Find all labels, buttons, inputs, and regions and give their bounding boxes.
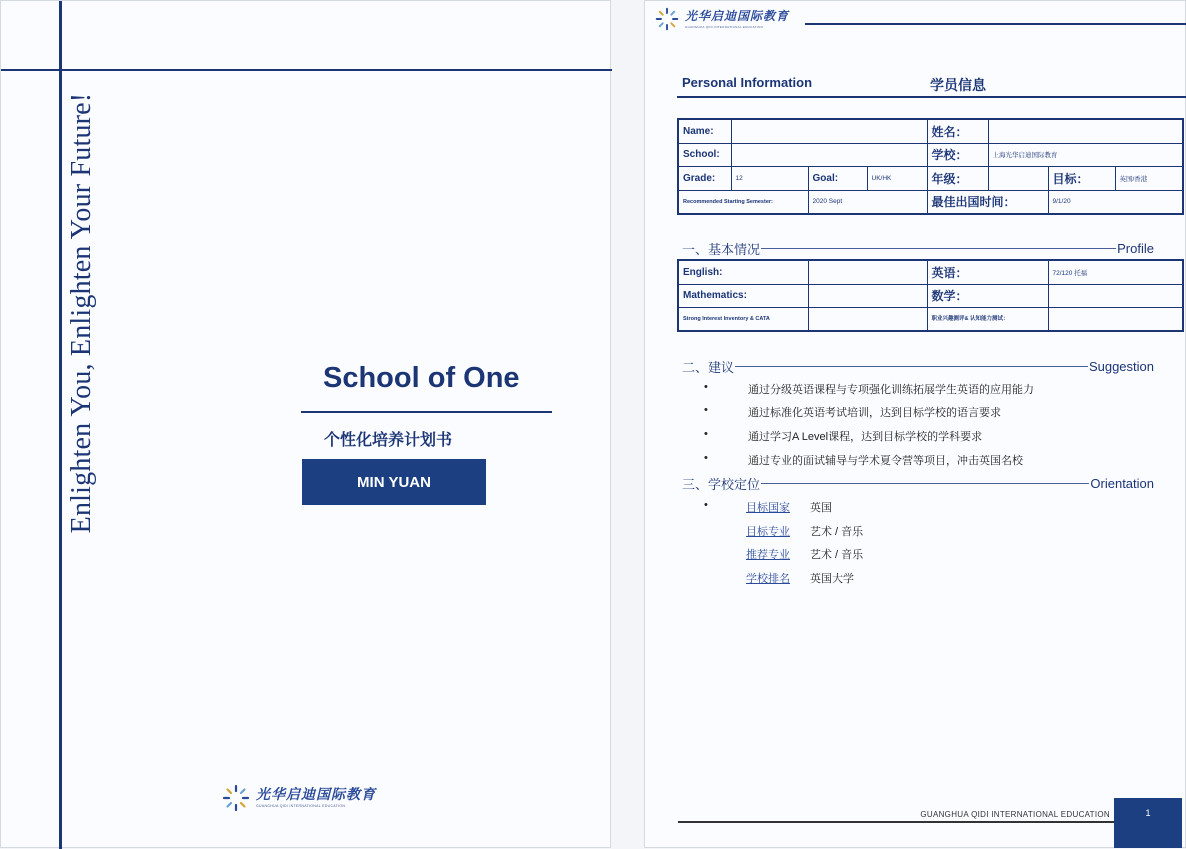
english-label: English: [678, 260, 808, 284]
student-name-box [302, 459, 486, 505]
name-value [731, 119, 927, 143]
section-divider [735, 366, 1088, 367]
start-semester-label-cn: 最佳出国时间： [927, 190, 1048, 214]
student-name: MIN YUAN [357, 473, 431, 491]
goal-label: Goal: [808, 166, 867, 190]
table-row [678, 119, 1183, 143]
logo-name-en: GUANGHUA QIDI INTERNATIONAL EDUCATION [685, 25, 764, 29]
bullet-icon: • [704, 404, 708, 416]
grade-label-cn: 年级： [927, 166, 988, 190]
personal-info-title-cn: 学员信息 [930, 77, 986, 93]
footer-org: GUANGHUA QIDI INTERNATIONAL EDUCATION [920, 810, 1110, 819]
suggestion-item [704, 452, 1023, 468]
orientation-item [704, 570, 854, 586]
footer-rule [678, 821, 1114, 823]
school-label: School: [678, 143, 731, 166]
name-label-cn: 姓名： [927, 119, 988, 143]
school-value-cn: 上海光华启迪国际教育 [988, 143, 1183, 166]
orientation-item [704, 499, 832, 515]
logo-name-cn: 光华启迪国际教育 [256, 787, 376, 803]
personal-info-title-en: Personal Information [682, 75, 813, 90]
english-value [808, 260, 927, 284]
logo-name-en: GUANGHUA QIDI INTERNATIONAL EDUCATION [256, 804, 346, 808]
suggestion-text: 通过分级英语课程与专项强化训练拓展学生英语的应用能力 [748, 384, 1034, 396]
sunburst-logo-icon [655, 7, 679, 31]
suggestion-section-header [682, 357, 1154, 376]
school-label-cn: 学校： [927, 143, 988, 166]
english-label-cn: 英语： [927, 260, 1048, 284]
suggestion-text: 通过专业的面试辅导与学术夏令营等项目，冲击英国名校 [748, 455, 1023, 467]
start-semester-label: Recommended Starting Semester: [678, 190, 808, 214]
personal-info-rule [677, 96, 1186, 98]
header-rule [805, 23, 1186, 25]
bullet-icon: • [704, 428, 708, 440]
math-label-cn: 数学： [927, 284, 1048, 307]
orientation-key: 学校排名 [746, 573, 790, 585]
suggestion-item [704, 404, 1001, 420]
orientation-section-header [682, 474, 1154, 493]
orientation-title-cn: 三、学校定位 [682, 477, 761, 492]
math-label: Mathematics: [678, 284, 808, 307]
cover-subtitle: 个性化培养计划书 [324, 432, 453, 449]
goal-label-cn: 目标： [1048, 166, 1115, 190]
bullet-icon: • [704, 452, 708, 464]
grade-label: Grade: [678, 166, 731, 190]
report-header-logo [655, 7, 789, 31]
profile-title-cn: 一、基本情况 [682, 242, 761, 257]
name-value-cn [988, 119, 1183, 143]
table-row [678, 190, 1183, 214]
orientation-key: 目标专业 [746, 526, 790, 538]
slogan-text: Enlighten You, Enlighten Your Future! [66, 92, 97, 534]
orientation-value: 英国 [810, 502, 832, 514]
orientation-value: 艺术 / 音乐 [810, 526, 864, 538]
orientation-key: 目标国家 [746, 502, 790, 514]
personal-info-table [677, 118, 1184, 215]
table-row [678, 166, 1183, 190]
school-value [731, 143, 927, 166]
interest-test-label-cn: 职业兴趣测评& 认知能力测试： [927, 307, 1048, 331]
english-value-cn: 72/120 托福 [1048, 260, 1183, 284]
interest-test-value [808, 307, 927, 331]
table-row [678, 260, 1183, 284]
orientation-title-en: Orientation [1090, 476, 1154, 491]
cover-vertical-rule [59, 1, 62, 849]
cover-logo [222, 784, 376, 812]
suggestion-item [704, 381, 1034, 397]
page-number: 1 [1145, 808, 1151, 818]
cover-slogan [63, 73, 101, 553]
start-semester-value-cn: 9/1/20 [1048, 190, 1183, 214]
table-row [678, 143, 1183, 166]
profile-table [677, 259, 1184, 332]
profile-section-header [682, 239, 1154, 258]
bullet-icon: • [704, 381, 708, 393]
suggestion-title-en: Suggestion [1088, 359, 1154, 374]
start-semester-value: 2020 Sept [808, 190, 927, 214]
page-number-box [1114, 798, 1182, 848]
bullet-icon: • [704, 499, 708, 511]
table-row [678, 307, 1183, 331]
grade-value-cn [988, 166, 1048, 190]
logo-name-cn: 光华启迪国际教育 [685, 9, 790, 23]
suggestion-item [704, 428, 982, 444]
suggestion-text: 通过标准化英语考试培训，达到目标学校的语言要求 [748, 407, 1001, 419]
interest-test-value-cn [1048, 307, 1183, 331]
interest-test-label: Strong Interest Inventory & CATA [678, 307, 808, 331]
suggestion-text: 通过学习A Level课程，达到目标学校的学科要求 [748, 431, 983, 443]
title-underline [301, 411, 552, 413]
section-divider [761, 248, 1116, 249]
orientation-key: 推荐专业 [746, 549, 790, 561]
cover-horizontal-rule [1, 69, 612, 71]
orientation-item [704, 523, 863, 539]
math-value [808, 284, 927, 307]
suggestion-title-cn: 二、建议 [682, 360, 735, 375]
orientation-item [704, 546, 863, 562]
grade-value: 12 [731, 166, 808, 190]
sunburst-logo-icon [222, 784, 250, 812]
goal-value: UK/HK [867, 166, 927, 190]
table-row [678, 284, 1183, 307]
goal-value-cn: 英国/香港 [1115, 166, 1183, 190]
orientation-value: 艺术 / 音乐 [810, 549, 864, 561]
section-divider [761, 483, 1089, 484]
cover-title: School of One [323, 362, 520, 394]
math-value-cn [1048, 284, 1183, 307]
name-label: Name: [678, 119, 731, 143]
profile-title-en: Profile [1117, 241, 1154, 256]
orientation-value: 英国大学 [810, 573, 854, 585]
